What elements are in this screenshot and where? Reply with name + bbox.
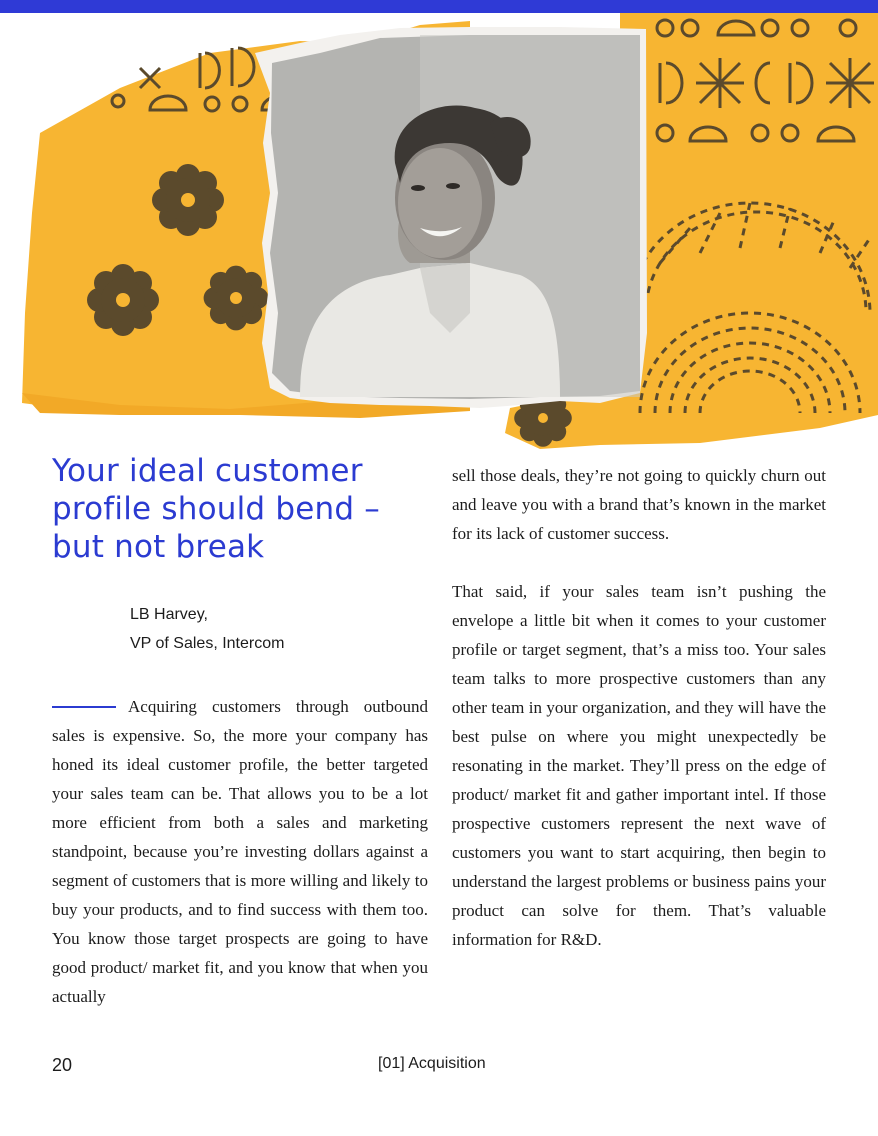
body-paragraph-1-continued: sell those deals, they’re not going to quickly churn out and leave you with a brand that’s known in the market for its lack of customer success.: [452, 466, 826, 543]
author-name: LB Harvey,: [130, 606, 208, 623]
section-label: [01] Acquisition: [378, 1055, 486, 1072]
author-block: [130, 600, 284, 658]
body-paragraph-2: That said, if your sales team isn’t pushing the envelope a little bit when it comes to your customer profile or target segment, that’s a miss too. Your sales team talks to more prospective customers than any other team in your organization, and they will have the best pulse on where you might unexpectedly be resonating in the market. They’ll press on the edge of product/ market fit and gather important intel. If those prospective customers represent the next wave of customers you want to start acquiring, then begin to understand the largest problems or business pains your product can solve for them. That’s valuable information for R&D.: [452, 582, 826, 949]
body-paragraph-1: Acquiring customers through outbound sales is expensive. So, the more your company has honed its ideal customer profile, the better targeted your sales team can be. That allows you to be a lot more efficient from both a sales and marketing standpoint, because you’re investing dollars against a segment of customers that is more willing and likely to buy your products, and to find success with them too. You know those target prospects are going to have good product/ market fit, and you know that when you actually: [52, 697, 428, 1006]
author-role: VP of Sales, Intercom: [130, 635, 285, 652]
top-accent-bar: [0, 0, 878, 13]
article-title: Your ideal customer profile should bend – but not break: [52, 453, 380, 565]
page-number: 20: [52, 1055, 73, 1075]
header-collage: [0, 13, 878, 453]
